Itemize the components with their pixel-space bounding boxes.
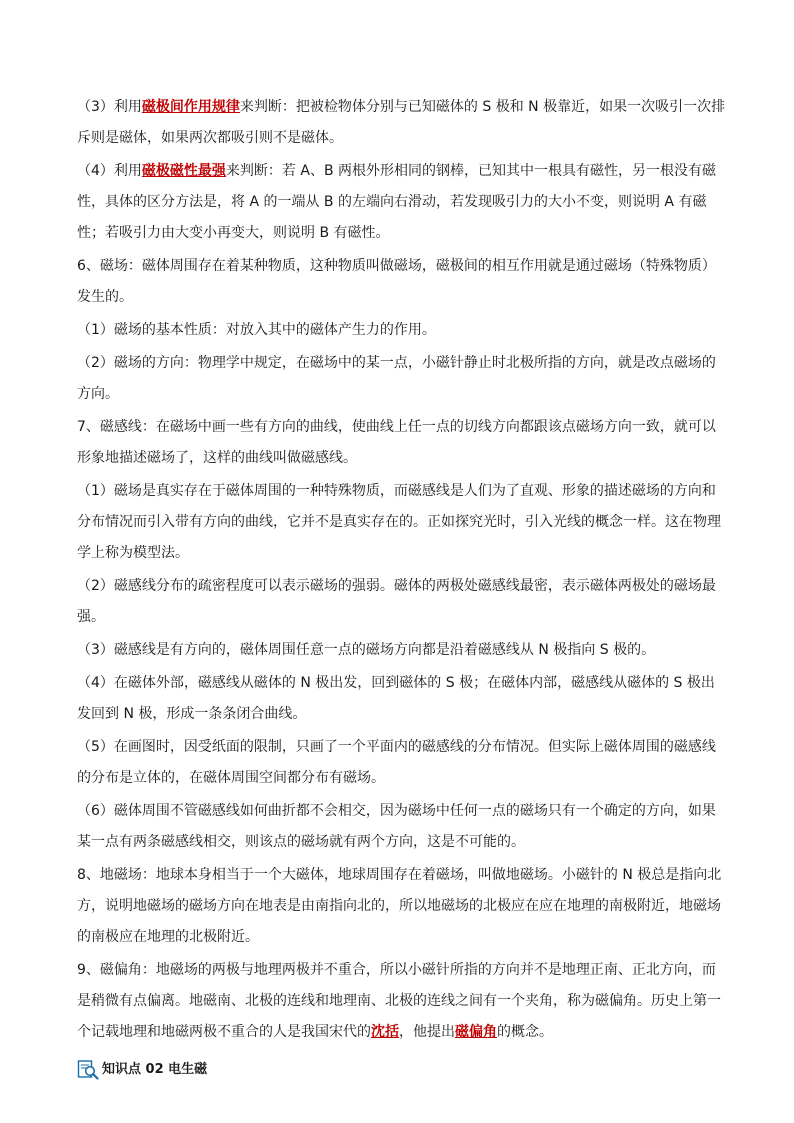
paragraph-method-4 xyxy=(77,156,727,249)
field-lines-item-6: （6）磁体周围不管磁感线如何曲折都不会相交，因为磁场中任何一点的磁场只有一个确定的方向，如果某一点有两条磁感线相交，则该点的磁场就有两个方向，这是不可能的。 xyxy=(77,803,716,850)
field-lines-item-1: （1）磁场是真实存在于磁体周围的一种特殊物质，而磁感线是人们为了直观、形象的描述磁场的方向和分布情况而引入带有方向的曲线，它并不是真实存在的。正如探究光时，引入光线的概念一样。这在物理学上称为模型法。 xyxy=(77,483,721,561)
keyword-shen-kuo: 沈括 xyxy=(371,1024,399,1040)
heading-label: 知识点 02 电生磁 xyxy=(102,1061,208,1077)
field-lines-item-5: （5）在画图时，因受纸面的限制，只画了一个平面内的磁感线的分布情况。但实际上磁体周围的磁感线的分布是立体的，在磁体周围空间都分布有磁场。 xyxy=(77,739,716,786)
keyword-declination: 磁偏角 xyxy=(455,1024,497,1040)
section-declination xyxy=(77,955,727,1048)
paragraph-method-3 xyxy=(77,92,727,154)
field-lines-item-2: （2）磁感线分布的疏密程度可以表示磁场的强弱。磁体的两极处磁感线最密，表示磁体两极处的磁场最强。 xyxy=(77,578,716,625)
magnetic-field-item-2: （2）磁场的方向：物理学中规定，在磁场中的某一点，小磁针静止时北极所指的方向，就是改点磁场的方向。 xyxy=(77,355,716,402)
magnetic-field-item-1: （1）磁场的基本性质：对放入其中的磁体产生力的作用。 xyxy=(77,322,436,338)
text-segment: 的概念。 xyxy=(497,1024,553,1040)
section-earth-field: 8、地磁场：地球本身相当于一个大磁体，地球周围存在着磁场，叫做地磁场。小磁针的 N 极总是指向北方，说明地磁场的磁场方向在地表是由南指向北的，所以地磁场的北极应在应在地理的南极附近，地磁场的南极应在地理的北极附近。 xyxy=(77,867,722,945)
text-segment: ，他提出 xyxy=(399,1024,455,1040)
section-field-lines: 7、磁感线：在磁场中画一些有方向的曲线，使曲线上任一点的切线方向都跟该点磁场方向一致，就可以形象地描述磁场了，这样的曲线叫做磁感线。 xyxy=(77,419,716,466)
magnifier-book-icon xyxy=(77,1058,99,1080)
text-segment: 来判断：把被检物体分别与已知磁体的 S 极和 N 极靠近，如果一次吸引一次排斥则是磁体，如果两次都吸引则不是磁体。 xyxy=(77,99,726,146)
text-segment: 来判断：若 A、B 两根外形相同的钢棒，已知其中一根具有磁性，另一根没有磁性，具体的区分方法是，将 A 的一端从 B 的左端向右滑动，若发现吸引力的大小不变，则说明 A 有磁性；若吸引力由大变小再变大，则说明 B 有磁性。 xyxy=(77,163,717,241)
keyword-pole-interaction-rule: 磁极间作用规律 xyxy=(141,99,240,115)
document-page xyxy=(77,92,727,1083)
field-lines-item-3: （3）磁感线是有方向的，磁体周围任意一点的磁场方向都是沿着磁感线从 N 极指向 S 极的。 xyxy=(77,642,656,658)
field-lines-item-4: （4）在磁体外部，磁感线从磁体的 N 极出发，回到磁体的 S 极；在磁体内部，磁感线从磁体的 S 极出发回到 N 极，形成一条条闭合曲线。 xyxy=(77,675,715,722)
section-magnetic-field: 6、磁场：磁体周围存在着某种物质，这种物质叫做磁场，磁极间的相互作用就是通过磁场（特殊物质）发生的。 xyxy=(77,258,716,305)
text-segment: 9、磁偏角：地磁场的两极与地理两极并不重合，所以小磁针所指的方向并不是地理正南、正北方向，而是稍微有点偏离。地磁南、北极的连线和地理南、北极的连线之间有一个夹角，称为磁偏角。历史上第一个记载地理和地磁两极不重合的人是我国宋代的 xyxy=(77,962,721,1040)
text-segment: （3）利用 xyxy=(77,99,142,115)
text-segment: （4）利用 xyxy=(77,163,142,179)
keyword-pole-strongest: 磁极磁性最强 xyxy=(141,163,226,179)
knowledge-point-heading xyxy=(77,1055,727,1083)
